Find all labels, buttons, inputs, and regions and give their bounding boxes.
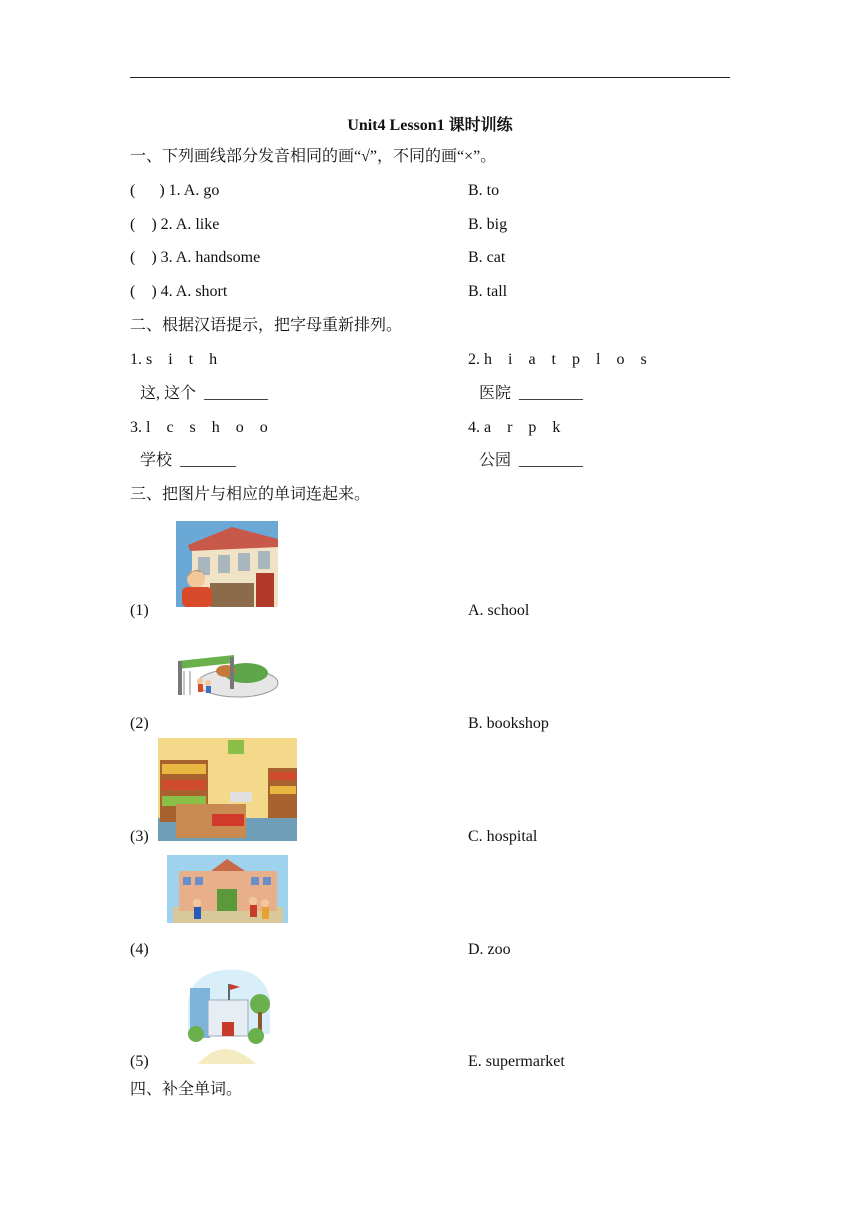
section-3-heading: 三、把图片与相应的单词连起来。: [130, 486, 371, 503]
scramble-4-hint: 公园 ________: [479, 452, 584, 469]
zoo-picture: [174, 651, 280, 701]
header-rule: [130, 77, 730, 78]
match-option-e: E. supermarket: [468, 1053, 565, 1070]
match-option-d: D. zoo: [468, 941, 511, 958]
match-option-a: A. school: [468, 602, 530, 619]
match-3-number: (3): [130, 828, 149, 845]
question-3-right: B. cat: [468, 249, 506, 266]
scramble-4-letters: 4. a r p k: [468, 419, 561, 436]
question-2-right: B. big: [468, 216, 508, 233]
question-1-left: ( ) 1. A. go: [130, 182, 220, 199]
scramble-2-letters: 2. h i a t p l o s: [468, 351, 647, 368]
match-1-number: (1): [130, 602, 149, 619]
match-5-number: (5): [130, 1053, 149, 1070]
match-option-b: B. bookshop: [468, 715, 549, 732]
bookshop-picture: [176, 521, 278, 607]
scramble-3-hint: 学校 _______: [140, 452, 237, 469]
page-title: Unit4 Lesson1 课时训练: [347, 117, 513, 134]
scramble-2-hint: 医院 ________: [479, 385, 584, 402]
question-2-left: ( ) 2. A. like: [130, 216, 220, 233]
section-1-heading: 一、下列画线部分发音相同的画“√”，不同的画“×”。: [130, 148, 497, 165]
match-2-number: (2): [130, 715, 149, 732]
section-2-heading: 二、根据汉语提示，把字母重新排列。: [130, 317, 403, 334]
supermarket-picture: [158, 738, 297, 841]
question-4-right: B. tall: [468, 283, 508, 300]
scramble-3-letters: 3. l c s h o o: [130, 419, 268, 436]
match-option-c: C. hospital: [468, 828, 538, 845]
match-4-number: (4): [130, 941, 149, 958]
hospital-picture: [184, 964, 272, 1064]
scramble-1-hint: 这, 这个 ________: [140, 385, 269, 402]
scramble-1-letters: 1. s i t h: [130, 351, 218, 368]
school-picture: [167, 855, 288, 923]
section-4-heading: 四、补全单词。: [130, 1081, 243, 1098]
question-4-left: ( ) 4. A. short: [130, 283, 228, 300]
question-3-left: ( ) 3. A. handsome: [130, 249, 261, 266]
question-1-right: B. to: [468, 182, 500, 199]
